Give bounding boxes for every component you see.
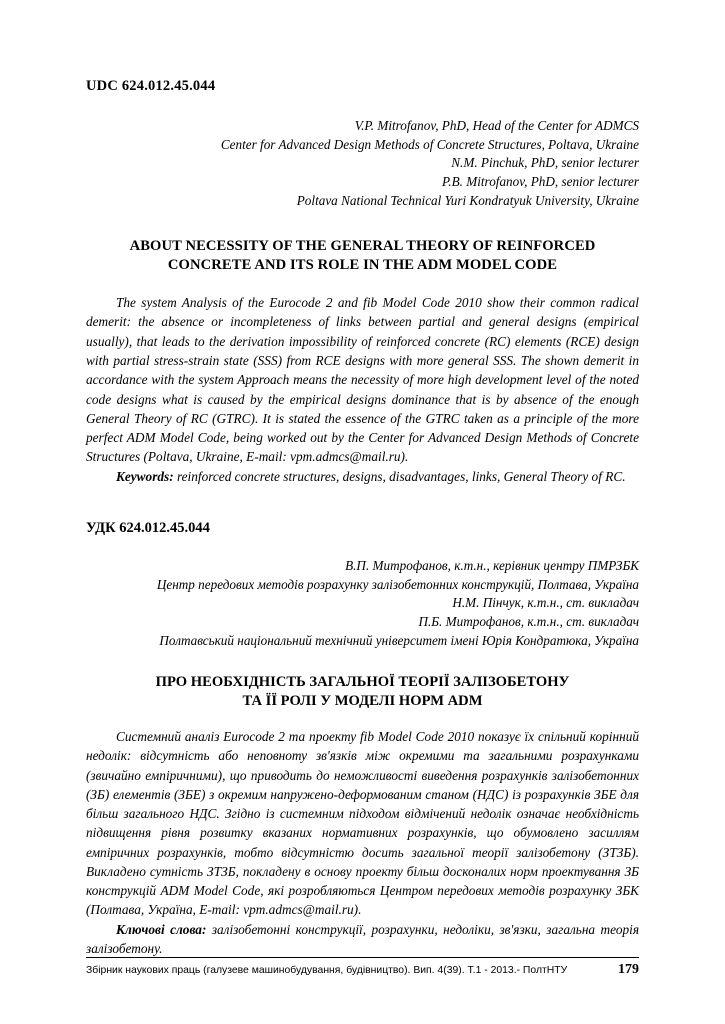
paper-title-ua-line1: ПРО НЕОБХІДНІСТЬ ЗАГАЛЬНОЇ ТЕОРІЇ ЗАЛІЗОБЕТОНУ xyxy=(155,673,570,690)
udc-code-en: UDC 624.012.45.044 xyxy=(86,78,216,94)
keywords-ua xyxy=(86,920,639,959)
udc-code-ua: УДК 624.012.45.044 xyxy=(86,519,210,536)
author-block-en xyxy=(86,117,639,211)
keywords-en-text: reinforced concrete structures, designs, disadvantages, links, General Theory of RC. xyxy=(173,468,626,484)
author-affiliation: Poltava National Technical Yuri Kondratyuk University, Ukraine xyxy=(296,192,639,208)
keywords-ua-text: залізобетонні конструкції, розрахунки, недоліки, зв'язки, загальна теорія залізобетону. xyxy=(86,921,640,956)
author-line: N.M. Pinchuk, PhD, senior lecturer xyxy=(451,155,639,171)
author-line: V.P. Mitrofanov, PhD, Head of the Center for ADMCS xyxy=(354,118,639,133)
author-affiliation: Центр передових методів розрахунку залізобетонних конструкцій, Полтава, Україна xyxy=(156,576,639,592)
section-spacer xyxy=(86,486,639,520)
author-line: П.Б. Митрофанов, к.т.н., ст. викладач xyxy=(418,614,639,630)
paper-title-en-line1: ABOUT NECESSITY OF THE GENERAL THEORY OF REINFORCED xyxy=(129,237,596,254)
author-affiliation: Полтавський національний технічний університет імені Юрія Кондратюка, Україна xyxy=(159,632,639,648)
paper-title-en-line2: CONCRETE AND ITS ROLE IN THE ADM MODEL CODE xyxy=(167,256,558,273)
paper-title-ua-line2: ТА ЇЇ РОЛІ У МОДЕЛІ НОРМ ADM xyxy=(242,692,483,709)
keywords-en xyxy=(86,467,639,486)
paper-title-en xyxy=(86,237,639,276)
author-line: P.B. Mitrofanov, PhD, senior lecturer xyxy=(441,174,639,190)
abstract-ua: Системний аналіз Eurocode 2 та проекту fib Model Code 2010 показує їх спільний корінний недолік: відсутність або неповноту зв'язків між окремими та загальними розрахунками (звичайно емпіричними), що приводить до неможливості виведення розрахунків залізобетонних (ЗБ) елементів (ЗБЕ) з окремим напружено-деформованим станом (НДС) із розрахунків ЗБЕ для більш загального НДС. Згідно із системним підходом відмічений недолік означає необхідність підвищення рівня розвитку вказаних нормативних розрахунків, що обумовлено засиллям емпіричних розрахунків, тобто відсутністю досить загальної теорії залізобетону (ЗТЗБ). Викладено сутність ЗТЗБ, покладену в основу проекту більш досконалих норм проектування ЗБ конструкцій ADM Model Code, які розробляються Центром передових методів розрахунку ЗБК (Полтава, Україна, E-mail: vpm.admcs@mail.ru). xyxy=(86,729,639,918)
author-affiliation: Center for Advanced Design Methods of Concrete Structures, Poltava, Ukraine xyxy=(220,136,639,152)
footer-source: Збірник наукових праць (галузеве машинобудування, будівництво). Вип. 4(39). Т.1 - 2013.- ПолтНТУ xyxy=(86,965,568,976)
page-number: 179 xyxy=(618,962,639,977)
page-footer xyxy=(86,957,639,978)
keywords-ua-label: Ключові слова: xyxy=(116,921,207,937)
author-line: Н.М. Пінчук, к.т.н., ст. викладач xyxy=(452,595,639,611)
paper-title-ua xyxy=(86,673,639,712)
author-line: В.П. Митрофанов, к.т.н., керівник центру ПМРЗБК xyxy=(345,557,639,573)
author-block-ua xyxy=(86,557,639,651)
keywords-en-label: Keywords: xyxy=(116,468,174,484)
abstract-en: The system Analysis of the Eurocode 2 and fib Model Code 2010 show their common radical demerit: the absence or incompleteness of links between partial and general designs (empirical usually), that leads to the derivation impossibility of reinforced concrete (RC) elements (RCE) design with partial stress-strain state (SSS) from RCE designs with more general SSS. The shown demerit in accordance with the system Approach means the necessity of more high development level of the noted code designs what is caused by the empirical designs dominance that is by absence of the enough General Theory of RC (GTRC). It is stated the essence of the GTRC taken as a principle of the more perfect ADM Model Code, being worked out by the Center for Advanced Design Methods of Concrete Structures (Poltava, Ukraine, E-mail: vpm.admcs@mail.ru). xyxy=(86,295,639,465)
